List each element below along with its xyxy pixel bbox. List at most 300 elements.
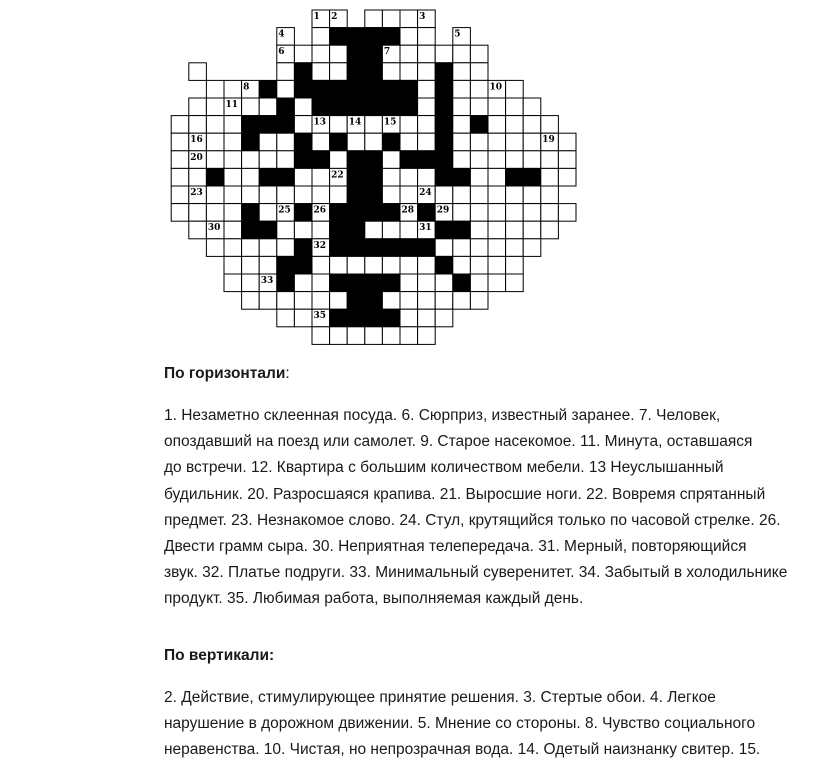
white-cell[interactable] bbox=[277, 292, 295, 310]
white-cell[interactable] bbox=[277, 239, 295, 257]
black-cell bbox=[347, 151, 365, 169]
white-cell[interactable] bbox=[523, 151, 541, 169]
white-cell[interactable] bbox=[470, 45, 488, 63]
white-cell[interactable] bbox=[470, 80, 488, 98]
white-cell[interactable] bbox=[435, 274, 453, 292]
white-cell[interactable] bbox=[224, 221, 242, 239]
white-cell[interactable] bbox=[470, 256, 488, 274]
white-cell[interactable] bbox=[382, 256, 400, 274]
white-cell[interactable] bbox=[453, 186, 471, 204]
white-cell[interactable] bbox=[382, 151, 400, 169]
black-cell bbox=[330, 98, 348, 116]
white-cell[interactable] bbox=[453, 45, 471, 63]
white-cell[interactable] bbox=[523, 98, 541, 116]
white-cell[interactable] bbox=[435, 309, 453, 327]
white-cell[interactable] bbox=[506, 98, 524, 116]
white-cell[interactable] bbox=[400, 309, 418, 327]
white-cell[interactable] bbox=[294, 168, 312, 186]
clue-number-label: 16 bbox=[190, 135, 203, 146]
white-cell[interactable] bbox=[171, 116, 189, 134]
white-cell[interactable] bbox=[506, 133, 524, 151]
clue-number-label: 2 bbox=[331, 12, 338, 22]
white-cell[interactable] bbox=[541, 151, 559, 169]
white-cell[interactable] bbox=[435, 45, 453, 63]
black-cell bbox=[330, 28, 348, 46]
white-cell[interactable] bbox=[189, 98, 207, 116]
clue-number-label: 6 bbox=[278, 47, 285, 58]
black-cell bbox=[242, 204, 260, 222]
white-cell[interactable] bbox=[242, 98, 260, 116]
white-cell[interactable] bbox=[206, 133, 224, 151]
white-cell[interactable] bbox=[400, 63, 418, 81]
white-cell[interactable] bbox=[224, 186, 242, 204]
white-cell[interactable] bbox=[523, 204, 541, 222]
white-cell[interactable] bbox=[470, 292, 488, 310]
white-cell[interactable] bbox=[488, 256, 506, 274]
clue-number-label: 27 bbox=[331, 205, 344, 216]
black-cell bbox=[294, 151, 312, 169]
white-cell[interactable] bbox=[347, 133, 365, 151]
white-cell[interactable] bbox=[506, 274, 524, 292]
white-cell[interactable] bbox=[506, 239, 524, 257]
black-cell bbox=[435, 256, 453, 274]
black-cell bbox=[382, 309, 400, 327]
black-cell bbox=[330, 133, 348, 151]
across-heading-text: По горизонтали bbox=[164, 365, 286, 382]
white-cell[interactable] bbox=[294, 116, 312, 134]
white-cell[interactable] bbox=[330, 151, 348, 169]
white-cell[interactable] bbox=[435, 292, 453, 310]
clue-number-label: 31 bbox=[419, 223, 432, 234]
black-cell bbox=[365, 204, 383, 222]
black-cell bbox=[347, 63, 365, 81]
white-cell[interactable] bbox=[470, 168, 488, 186]
white-cell[interactable] bbox=[453, 98, 471, 116]
white-cell[interactable] bbox=[418, 274, 436, 292]
white-cell[interactable] bbox=[400, 168, 418, 186]
white-cell[interactable] bbox=[294, 45, 312, 63]
black-cell bbox=[277, 98, 295, 116]
black-cell bbox=[259, 221, 277, 239]
clue-number-label: 23 bbox=[190, 188, 203, 198]
down-heading: По вертикали: bbox=[164, 647, 275, 664]
black-cell bbox=[347, 80, 365, 98]
white-cell[interactable] bbox=[418, 28, 436, 46]
black-cell bbox=[506, 168, 524, 186]
black-cell bbox=[259, 168, 277, 186]
white-cell[interactable] bbox=[171, 186, 189, 204]
clue-number-label: 29 bbox=[436, 205, 450, 216]
clue-number-label: 25 bbox=[278, 205, 291, 216]
clue-number-label: 10 bbox=[489, 82, 503, 93]
white-cell[interactable] bbox=[277, 186, 295, 204]
white-cell[interactable] bbox=[558, 151, 576, 169]
white-cell[interactable] bbox=[488, 239, 506, 257]
white-cell[interactable] bbox=[277, 133, 295, 151]
white-cell[interactable] bbox=[400, 327, 418, 345]
black-cell bbox=[382, 98, 400, 116]
clue-number-label: 22 bbox=[331, 170, 344, 181]
white-cell[interactable] bbox=[541, 186, 559, 204]
white-cell[interactable] bbox=[294, 186, 312, 204]
white-cell[interactable] bbox=[294, 292, 312, 310]
white-cell[interactable] bbox=[382, 221, 400, 239]
white-cell[interactable] bbox=[506, 204, 524, 222]
white-cell[interactable] bbox=[418, 133, 436, 151]
white-cell[interactable] bbox=[365, 327, 383, 345]
black-cell bbox=[259, 80, 277, 98]
white-cell[interactable] bbox=[277, 221, 295, 239]
white-cell[interactable] bbox=[259, 239, 277, 257]
white-cell[interactable] bbox=[242, 151, 260, 169]
white-cell[interactable] bbox=[171, 133, 189, 151]
white-cell[interactable] bbox=[330, 116, 348, 134]
black-cell bbox=[365, 239, 383, 257]
white-cell[interactable] bbox=[242, 256, 260, 274]
black-cell bbox=[330, 221, 348, 239]
white-cell[interactable] bbox=[506, 80, 524, 98]
white-cell[interactable] bbox=[400, 256, 418, 274]
white-cell[interactable] bbox=[206, 98, 224, 116]
white-cell[interactable] bbox=[206, 80, 224, 98]
white-cell[interactable] bbox=[418, 168, 436, 186]
clue-number-label: 1 bbox=[313, 12, 320, 22]
white-cell[interactable] bbox=[382, 186, 400, 204]
black-cell bbox=[294, 239, 312, 257]
white-cell[interactable] bbox=[470, 98, 488, 116]
white-cell[interactable] bbox=[488, 204, 506, 222]
white-cell[interactable] bbox=[312, 256, 330, 274]
white-cell[interactable] bbox=[470, 186, 488, 204]
white-cell[interactable] bbox=[312, 63, 330, 81]
clue-number-label: 24 bbox=[419, 188, 432, 198]
crossword-grid-container bbox=[0, 0, 840, 350]
white-cell[interactable] bbox=[453, 256, 471, 274]
white-cell[interactable] bbox=[470, 239, 488, 257]
white-cell[interactable] bbox=[330, 327, 348, 345]
black-cell bbox=[382, 133, 400, 151]
white-cell[interactable] bbox=[206, 204, 224, 222]
white-cell[interactable] bbox=[488, 186, 506, 204]
white-cell[interactable] bbox=[470, 204, 488, 222]
white-cell[interactable] bbox=[506, 151, 524, 169]
white-cell[interactable] bbox=[171, 151, 189, 169]
white-cell[interactable] bbox=[365, 221, 383, 239]
white-cell[interactable] bbox=[312, 186, 330, 204]
black-cell bbox=[418, 239, 436, 257]
clue-number-label: 33 bbox=[260, 276, 274, 286]
clue-number-label: 30 bbox=[207, 223, 221, 234]
across-clues: 1. Незаметно склеенная посуда. 6. Сюрприз, известный заранее. 7. Человек, опоздавший на поезд или самолет. 9. Старое насекомое. 11. Минута, оставшаяся до встречи. 12. Квартира с большим количеством мебели. 13 Неуслышанный будильник. 20. Разросшаяся крапива. 21. Выросшие ноги. 22. Вовремя спрятанный предмет. 23. Незнакомое слово. 24. Стул, крутящийся только по часовой стрелке. 26. Двести грамм сыра. 30. Неприятная телепередача. 31. Мерный, повторяющийся звук. 32. Платье подруги. 33. Минимальный суверенитет. 34. Забытый в холодильнике продукт. 35. Любимая работа, выполняемая каждый день. bbox=[164, 407, 788, 608]
black-cell bbox=[312, 98, 330, 116]
white-cell[interactable] bbox=[224, 133, 242, 151]
black-cell bbox=[347, 45, 365, 63]
white-cell[interactable] bbox=[365, 116, 383, 134]
white-cell[interactable] bbox=[523, 116, 541, 134]
black-cell bbox=[312, 151, 330, 169]
white-cell[interactable] bbox=[330, 63, 348, 81]
black-cell bbox=[418, 204, 436, 222]
white-cell[interactable] bbox=[435, 186, 453, 204]
clue-number-label: 20 bbox=[190, 152, 203, 163]
white-cell[interactable] bbox=[470, 274, 488, 292]
white-cell[interactable] bbox=[400, 10, 418, 28]
black-cell bbox=[365, 292, 383, 310]
white-cell[interactable] bbox=[400, 133, 418, 151]
white-cell[interactable] bbox=[488, 116, 506, 134]
black-cell bbox=[365, 45, 383, 63]
white-cell[interactable] bbox=[453, 204, 471, 222]
white-cell[interactable] bbox=[277, 151, 295, 169]
white-cell[interactable] bbox=[242, 239, 260, 257]
black-cell bbox=[347, 98, 365, 116]
white-cell[interactable] bbox=[259, 151, 277, 169]
white-cell[interactable] bbox=[418, 309, 436, 327]
white-cell[interactable] bbox=[506, 116, 524, 134]
clue-number-label: 19 bbox=[542, 135, 555, 146]
clue-number-label: 26 bbox=[313, 205, 327, 216]
white-cell[interactable] bbox=[224, 80, 242, 98]
black-cell bbox=[365, 63, 383, 81]
white-cell[interactable] bbox=[382, 292, 400, 310]
black-cell bbox=[453, 221, 471, 239]
white-cell[interactable] bbox=[171, 204, 189, 222]
white-cell[interactable] bbox=[453, 133, 471, 151]
white-cell[interactable] bbox=[470, 133, 488, 151]
black-cell bbox=[382, 274, 400, 292]
down-clues: 2. Действие, стимулирующее принятие решения. 3. Стертые обои. 4. Легкое нарушение в дорожном движении. 5. Мнение со стороны. 8. Чувство социального неравенства. 10. Чистая, но непрозрачная вода. 14. Одетый наизнанку свитер. 15. bbox=[164, 689, 761, 759]
white-cell[interactable] bbox=[189, 221, 207, 239]
clue-number-label: 7 bbox=[383, 47, 391, 58]
white-cell[interactable] bbox=[418, 45, 436, 63]
white-cell[interactable] bbox=[523, 186, 541, 204]
white-cell[interactable] bbox=[400, 45, 418, 63]
white-cell[interactable] bbox=[294, 221, 312, 239]
black-cell bbox=[365, 80, 383, 98]
white-cell[interactable] bbox=[189, 63, 207, 81]
white-cell[interactable] bbox=[259, 133, 277, 151]
white-cell[interactable] bbox=[506, 256, 524, 274]
white-cell[interactable] bbox=[365, 10, 383, 28]
black-cell bbox=[435, 151, 453, 169]
white-cell[interactable] bbox=[418, 98, 436, 116]
clue-number-label: 12 bbox=[436, 100, 450, 110]
clue-number-label: 8 bbox=[243, 82, 250, 93]
white-cell[interactable] bbox=[365, 256, 383, 274]
black-cell bbox=[347, 274, 365, 292]
white-cell[interactable] bbox=[418, 63, 436, 81]
black-cell bbox=[382, 239, 400, 257]
black-cell bbox=[435, 80, 453, 98]
black-cell bbox=[365, 168, 383, 186]
white-cell[interactable] bbox=[453, 80, 471, 98]
black-cell bbox=[365, 186, 383, 204]
white-cell[interactable] bbox=[259, 292, 277, 310]
white-cell[interactable] bbox=[312, 221, 330, 239]
white-cell[interactable] bbox=[400, 221, 418, 239]
black-cell bbox=[365, 309, 383, 327]
black-cell bbox=[365, 151, 383, 169]
white-cell[interactable] bbox=[470, 151, 488, 169]
white-cell[interactable] bbox=[277, 63, 295, 81]
white-cell[interactable] bbox=[347, 327, 365, 345]
white-cell[interactable] bbox=[206, 239, 224, 257]
white-cell[interactable] bbox=[312, 45, 330, 63]
black-cell bbox=[347, 309, 365, 327]
black-cell bbox=[330, 80, 348, 98]
white-cell[interactable] bbox=[400, 116, 418, 134]
black-cell bbox=[277, 274, 295, 292]
white-cell[interactable] bbox=[242, 274, 260, 292]
black-cell bbox=[400, 98, 418, 116]
white-cell[interactable] bbox=[453, 151, 471, 169]
white-cell[interactable] bbox=[242, 186, 260, 204]
black-cell bbox=[294, 256, 312, 274]
black-cell bbox=[206, 168, 224, 186]
black-cell bbox=[277, 256, 295, 274]
white-cell[interactable] bbox=[330, 256, 348, 274]
white-cell[interactable] bbox=[488, 168, 506, 186]
black-cell bbox=[470, 116, 488, 134]
clue-number-label: 4 bbox=[278, 29, 285, 40]
white-cell[interactable] bbox=[259, 256, 277, 274]
black-cell bbox=[400, 151, 418, 169]
white-cell[interactable] bbox=[330, 45, 348, 63]
white-cell[interactable] bbox=[488, 133, 506, 151]
white-cell[interactable] bbox=[400, 186, 418, 204]
white-cell[interactable] bbox=[189, 116, 207, 134]
white-cell[interactable] bbox=[541, 221, 559, 239]
white-cell[interactable] bbox=[435, 239, 453, 257]
white-cell[interactable] bbox=[224, 168, 242, 186]
white-cell[interactable] bbox=[224, 256, 242, 274]
clue-number-label: 5 bbox=[454, 29, 461, 40]
white-cell[interactable] bbox=[189, 168, 207, 186]
white-cell[interactable] bbox=[523, 133, 541, 151]
white-cell[interactable] bbox=[453, 292, 471, 310]
white-cell[interactable] bbox=[506, 186, 524, 204]
white-cell[interactable] bbox=[453, 63, 471, 81]
white-cell[interactable] bbox=[189, 204, 207, 222]
crossword-grid bbox=[0, 0, 840, 350]
black-cell bbox=[435, 116, 453, 134]
white-cell[interactable] bbox=[453, 116, 471, 134]
white-cell[interactable] bbox=[347, 256, 365, 274]
white-cell[interactable] bbox=[242, 168, 260, 186]
white-cell[interactable] bbox=[488, 221, 506, 239]
white-cell[interactable] bbox=[541, 116, 559, 134]
white-cell[interactable] bbox=[558, 168, 576, 186]
clue-number-label: 35 bbox=[313, 311, 327, 322]
clue-number-label: 11 bbox=[225, 100, 239, 110]
white-cell[interactable] bbox=[400, 274, 418, 292]
black-cell bbox=[242, 133, 260, 151]
white-cell[interactable] bbox=[206, 116, 224, 134]
black-cell bbox=[435, 63, 453, 81]
white-cell[interactable] bbox=[312, 168, 330, 186]
clue-number-label: 3 bbox=[419, 12, 426, 22]
black-cell bbox=[294, 204, 312, 222]
black-cell bbox=[347, 292, 365, 310]
white-cell[interactable] bbox=[224, 274, 242, 292]
white-cell[interactable] bbox=[523, 239, 541, 257]
white-cell[interactable] bbox=[330, 292, 348, 310]
white-cell[interactable] bbox=[224, 239, 242, 257]
white-cell[interactable] bbox=[382, 327, 400, 345]
white-cell[interactable] bbox=[488, 151, 506, 169]
white-cell[interactable] bbox=[206, 186, 224, 204]
white-cell[interactable] bbox=[277, 309, 295, 327]
white-cell[interactable] bbox=[224, 151, 242, 169]
white-cell[interactable] bbox=[259, 204, 277, 222]
white-cell[interactable] bbox=[294, 309, 312, 327]
white-cell[interactable] bbox=[312, 292, 330, 310]
white-cell[interactable] bbox=[400, 28, 418, 46]
white-cell[interactable] bbox=[294, 274, 312, 292]
white-cell[interactable] bbox=[171, 168, 189, 186]
white-cell[interactable] bbox=[523, 221, 541, 239]
white-cell[interactable] bbox=[558, 133, 576, 151]
white-cell[interactable] bbox=[330, 186, 348, 204]
black-cell bbox=[523, 168, 541, 186]
white-cell[interactable] bbox=[418, 327, 436, 345]
white-cell[interactable] bbox=[224, 204, 242, 222]
clue-number-label: 15 bbox=[383, 117, 397, 128]
white-cell[interactable] bbox=[259, 98, 277, 116]
white-cell[interactable] bbox=[558, 204, 576, 222]
white-cell[interactable] bbox=[206, 151, 224, 169]
white-cell[interactable] bbox=[418, 116, 436, 134]
white-cell[interactable] bbox=[470, 221, 488, 239]
white-cell[interactable] bbox=[470, 63, 488, 81]
white-cell[interactable] bbox=[488, 274, 506, 292]
black-cell bbox=[294, 63, 312, 81]
black-cell bbox=[453, 274, 471, 292]
black-cell bbox=[242, 116, 260, 134]
white-cell[interactable] bbox=[418, 292, 436, 310]
white-cell[interactable] bbox=[506, 221, 524, 239]
white-cell[interactable] bbox=[224, 116, 242, 134]
white-cell[interactable] bbox=[259, 186, 277, 204]
black-cell bbox=[347, 28, 365, 46]
white-cell[interactable] bbox=[541, 168, 559, 186]
white-cell[interactable] bbox=[312, 274, 330, 292]
white-cell[interactable] bbox=[418, 80, 436, 98]
white-cell[interactable] bbox=[365, 133, 383, 151]
black-cell bbox=[453, 168, 471, 186]
black-cell bbox=[347, 204, 365, 222]
clue-number-label: 14 bbox=[348, 117, 362, 128]
white-cell[interactable] bbox=[541, 204, 559, 222]
white-cell[interactable] bbox=[488, 98, 506, 116]
white-cell[interactable] bbox=[242, 292, 260, 310]
white-cell[interactable] bbox=[294, 98, 312, 116]
black-cell bbox=[259, 116, 277, 134]
white-cell[interactable] bbox=[312, 327, 330, 345]
white-cell[interactable] bbox=[382, 63, 400, 81]
black-cell bbox=[382, 80, 400, 98]
clue-number-label: 17 bbox=[295, 135, 309, 146]
white-cell[interactable] bbox=[400, 292, 418, 310]
white-cell[interactable] bbox=[312, 28, 330, 46]
white-cell[interactable] bbox=[312, 133, 330, 151]
white-cell[interactable] bbox=[382, 168, 400, 186]
white-cell[interactable] bbox=[382, 10, 400, 28]
white-cell[interactable] bbox=[418, 256, 436, 274]
white-cell[interactable] bbox=[453, 239, 471, 257]
white-cell[interactable] bbox=[277, 80, 295, 98]
black-cell bbox=[330, 309, 348, 327]
